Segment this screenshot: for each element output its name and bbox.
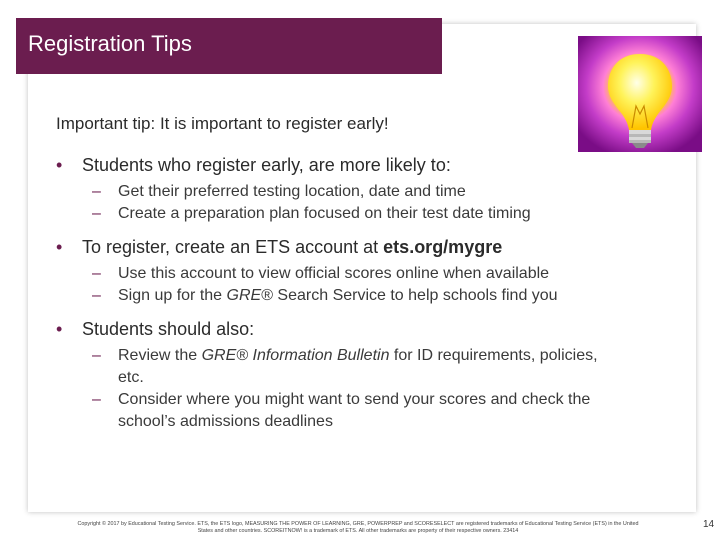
dash-marker: –: [92, 265, 101, 282]
sub-text-italic: GRE: [226, 287, 262, 304]
sub-list-students-should: [56, 345, 616, 433]
sub-list-register-early: [56, 181, 616, 225]
important-tip: [56, 114, 389, 134]
sub-text-before: Sign up for the: [118, 287, 227, 304]
dash-marker: –: [92, 391, 101, 408]
bullet-text: To register, create an ETS account at: [82, 237, 384, 257]
sub-text: Consider where you might want to send your scores and check the school’s admissions deadlines: [118, 391, 591, 430]
sub-item: [56, 263, 616, 285]
tip-text: It is important to register early!: [155, 114, 389, 133]
bullet-marker: •: [56, 319, 63, 339]
bullet-create-account: [56, 235, 616, 259]
sub-text: Get their preferred testing location, date and time: [118, 183, 466, 200]
bullet-text: Students who register early, are more likely to:: [82, 155, 451, 175]
sub-item: [56, 285, 616, 307]
bullet-text: Students should also:: [82, 319, 255, 339]
sub-text-italic: GRE® Information Bulletin: [201, 347, 390, 364]
bullet-marker: •: [56, 155, 63, 175]
dash-marker: –: [92, 347, 101, 364]
sub-item: [56, 345, 616, 389]
sub-text-after: ® Search Service to help schools find you: [261, 287, 558, 304]
dash-marker: –: [92, 205, 101, 222]
sub-item: [56, 181, 616, 203]
sub-text: Create a preparation plan focused on their test date timing: [118, 205, 531, 222]
page-number: 14: [703, 519, 715, 530]
sub-text-before: Review the: [118, 347, 202, 364]
copyright-footer: Copyright © 2017 by Educational Testing Service. ETS, the ETS logo, MEASURING THE POWER OF LEARNING, GRE, POWERPREP and SCORESELECT are registered trademarks of Educational Testing Service (ETS) in the United States and other countries. SCOREITNOW! is a trademark of ETS. All other trademarks are property of their respective owners. 23414: [77, 521, 639, 534]
bullet-students-should: [56, 317, 616, 341]
sub-text-after: for ID requirements, policies, etc.: [118, 347, 598, 386]
bullet-list: [56, 153, 616, 443]
sub-item: [56, 389, 616, 433]
bullet-marker: •: [56, 237, 63, 257]
lightbulb-icon: [578, 36, 702, 152]
ets-link-text: ets.org/mygre: [383, 237, 503, 257]
dash-marker: –: [92, 287, 101, 304]
lightbulb-image: [578, 36, 702, 152]
slide-title: Registration Tips: [28, 31, 192, 56]
bullet-register-early: [56, 153, 616, 177]
tip-label: Important tip:: [56, 114, 156, 133]
dash-marker: –: [92, 183, 101, 200]
sub-item: [56, 203, 616, 225]
sub-list-create-account: [56, 263, 616, 307]
sub-text: Use this account to view official scores online when available: [118, 265, 550, 282]
